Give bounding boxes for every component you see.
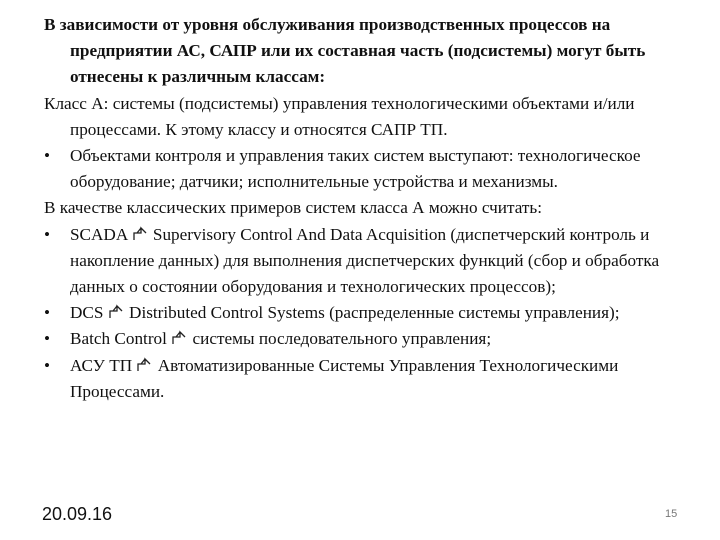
- slide-title: В зависимости от уровня обслуживания производственных процессов на предприятии АС, САПР или их составная часть (подсистемы) могут быть отнесены к различным классам:: [44, 15, 646, 87]
- bullet-dot: •: [44, 303, 51, 323]
- example-term: SCADA: [70, 224, 128, 244]
- example-term: DCS: [70, 303, 104, 323]
- class-a-paragraph: Класс А: системы (подсистемы) управления технологическими объектами и/или процессами. К этому классу и относятся САПР ТП.: [44, 93, 635, 139]
- example-desc: системы последовательного управления;: [192, 329, 492, 349]
- example-term: Batch Control: [70, 329, 167, 349]
- example-batch: [44, 326, 694, 352]
- slide-body: [44, 12, 694, 405]
- footer-date: 20.09.16: [42, 504, 113, 524]
- example-desc: Supervisory Control And Data Acquisition (диспетчерский контроль и накопление данных) для выполнения диспетчерских функций (сбор и обработка данных о состоянии оборудования и технологических процессов);: [70, 224, 660, 297]
- example-desc: Автоматизированные Системы Управления Технологическими Процессами.: [70, 355, 619, 401]
- example-dcs: [44, 300, 694, 326]
- page-number: 15: [665, 508, 678, 520]
- example-term: АСУ ТП: [70, 355, 133, 375]
- bullet-dot: •: [44, 329, 51, 349]
- arrow-icon: [137, 357, 152, 372]
- examples-intro: В качестве классических примеров систем класса А можно считать:: [44, 198, 543, 218]
- example-desc: Distributed Control Systems (распределенные системы управления);: [129, 303, 620, 323]
- example-asutp: [44, 353, 694, 405]
- bullet-dot: •: [44, 146, 51, 166]
- bullet-objects: [44, 143, 694, 195]
- example-scada: [44, 222, 694, 301]
- bullet-dot: •: [44, 355, 51, 375]
- bullet-dot: •: [44, 224, 51, 244]
- bullet-objects-text: Объектами контроля и управления таких систем выступают: технологическое оборудование; датчики; исполнительные устройства и механизмы.: [70, 146, 641, 192]
- arrow-icon: [172, 330, 187, 345]
- arrow-icon: [133, 226, 148, 241]
- arrow-icon: [109, 304, 124, 319]
